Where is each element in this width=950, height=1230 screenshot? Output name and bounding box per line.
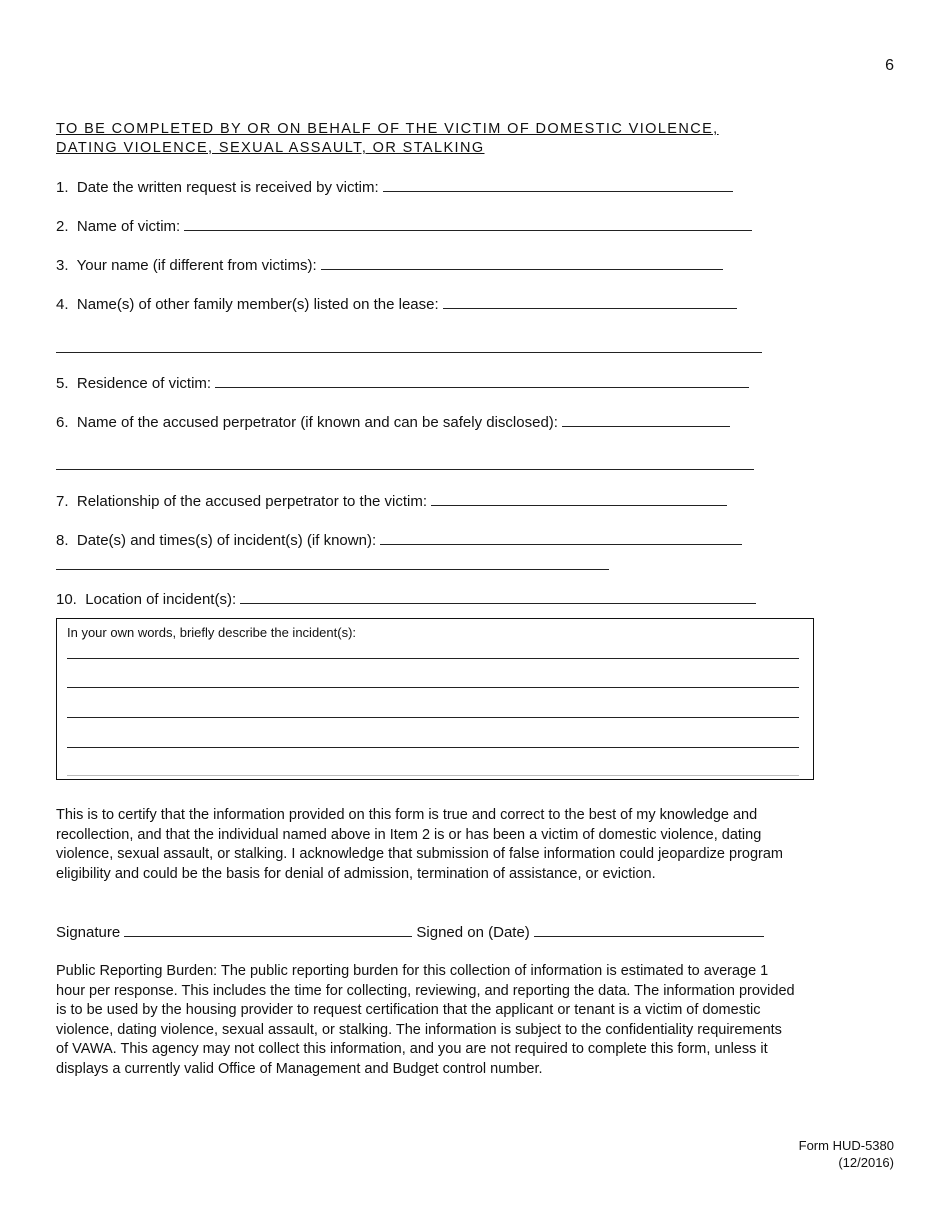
family-members-input[interactable]	[443, 294, 737, 309]
field-label: Residence of victim:	[76, 375, 212, 392]
signature-input[interactable]	[124, 922, 412, 937]
field-number: 3.	[56, 257, 69, 274]
public-reporting-burden: Public Reporting Burden: The public reporting burden for this collection of information is estimated to average 1 hour per response. This includes the time for collecting, reviewing, and reporting the data. The information provided is to be used by the housing provider to request certification that the applicant or tenant is a victim of domestic violence, dating violence, sexual assault, or stalking. The information is subject to the confidentiality requirements of VAWA. This agency may not collect this information, and you are not required to complete this form, unless it displays a currently valid Office of Management and Budget control number.	[56, 963, 795, 1077]
family-members-continuation-line[interactable]	[56, 352, 762, 353]
field-number: 6.	[56, 414, 69, 431]
form-identifier	[799, 1137, 894, 1171]
field-number: 5.	[56, 375, 69, 392]
field-label: Name(s) of other family member(s) listed on the lease:	[76, 296, 439, 313]
certification-text: This is to certify that the information provided on this form is true and correct to the best of my knowledge and recollection, and that the individual named above in Item 2 is or has been a victim of domestic violence, dating violence, sexual assault, or stalking. I acknowledge that submission of false information could jeopardize program eligibility and could be the basis for denial of admission, termination of assistance, or eviction.	[56, 807, 783, 882]
field-incident-dates	[56, 530, 742, 551]
residence-input[interactable]	[215, 373, 749, 388]
perpetrator-name-input[interactable]	[562, 412, 730, 427]
perpetrator-continuation-line[interactable]	[56, 469, 754, 470]
field-number: 10.	[56, 591, 77, 608]
incident-location-input[interactable]	[240, 589, 756, 604]
field-label: Relationship of the accused perpetrator to the victim:	[76, 493, 428, 510]
field-perpetrator-name	[56, 412, 730, 433]
form-date: (12/2016)	[838, 1155, 894, 1170]
signature-label: Signature	[56, 924, 121, 941]
incident-dates-continuation-line[interactable]	[56, 569, 609, 570]
your-name-input[interactable]	[321, 255, 723, 270]
description-line[interactable]	[67, 775, 799, 776]
signature-row	[56, 922, 764, 941]
field-label: Your name (if different from victims):	[76, 257, 317, 274]
field-label: Date(s) and times(s) of incident(s) (if known):	[76, 532, 377, 549]
field-number: 7.	[56, 493, 69, 510]
field-request-date	[56, 177, 733, 198]
field-number: 2.	[56, 218, 69, 235]
field-your-name	[56, 255, 723, 276]
field-number: 8.	[56, 532, 69, 549]
field-relationship	[56, 491, 727, 512]
form-name: Form HUD-5380	[798, 1138, 894, 1153]
section-heading	[56, 120, 816, 158]
field-label: Location of incident(s):	[85, 591, 237, 608]
incident-dates-input[interactable]	[380, 530, 742, 545]
request-date-input[interactable]	[383, 177, 733, 192]
description-line[interactable]	[67, 747, 799, 748]
signed-date-input[interactable]	[534, 922, 764, 937]
description-line[interactable]	[67, 687, 799, 688]
signed-date-label: Signed on (Date)	[416, 924, 530, 941]
field-number: 4.	[56, 296, 69, 313]
heading-line-1: TO BE COMPLETED BY OR ON BEHALF OF THE VICTIM OF DOMESTIC VIOLENCE,	[56, 121, 719, 137]
heading-line-2: DATING VIOLENCE, SEXUAL ASSAULT, OR STALKING	[56, 140, 485, 156]
field-victim-name	[56, 216, 752, 237]
field-incident-location	[56, 589, 756, 610]
page-number: 6	[885, 57, 894, 74]
relationship-input[interactable]	[431, 491, 727, 506]
field-family-members	[56, 294, 737, 315]
field-label: Date the written request is received by victim:	[76, 179, 379, 196]
field-number: 1.	[56, 179, 69, 196]
field-residence	[56, 373, 749, 394]
victim-name-input[interactable]	[184, 216, 752, 231]
field-label: Name of the accused perpetrator (if known and can be safely disclosed):	[76, 414, 558, 431]
description-line[interactable]	[67, 658, 799, 659]
description-label: In your own words, briefly describe the incident(s):	[67, 625, 357, 640]
incident-description-box[interactable]	[56, 618, 814, 780]
description-line[interactable]	[67, 717, 799, 718]
field-label: Name of victim:	[76, 218, 181, 235]
